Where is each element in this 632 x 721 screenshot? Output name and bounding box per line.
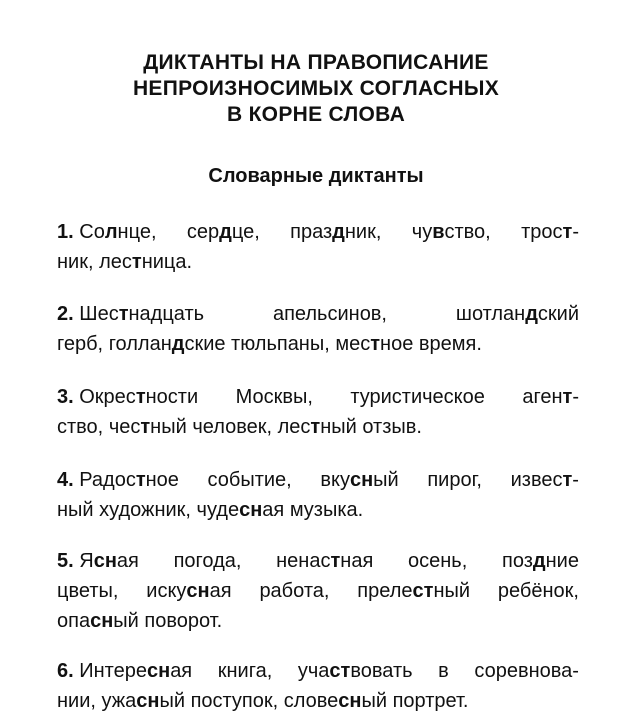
word: прелестный (357, 580, 471, 602)
highlighted-consonant: т (310, 416, 321, 438)
word: 1. Солнце, (57, 221, 157, 243)
word: Москвы, (235, 386, 313, 408)
dictation-item-2 (57, 299, 579, 359)
word: музыка. (289, 499, 364, 521)
highlighted-consonant: сн (136, 690, 160, 712)
item-line (57, 247, 579, 277)
highlighted-consonant: ст (329, 660, 351, 682)
highlighted-consonant: т (330, 550, 341, 572)
word: работа, (259, 580, 330, 602)
word: извест- (510, 469, 579, 491)
word: голландские (108, 333, 226, 355)
highlighted-consonant: т (140, 416, 151, 438)
item-line (57, 465, 579, 495)
word: чудесная (196, 499, 285, 521)
title-line-1: ДИКТАНТЫ НА ПРАВОПИСАНИЕ (143, 51, 489, 74)
word: герб, (57, 333, 104, 355)
word: пирог, (427, 469, 482, 491)
highlighted-consonant: в (432, 221, 445, 243)
word: местное (335, 333, 414, 355)
word: поступок, (190, 690, 279, 712)
item-line (57, 329, 579, 359)
title-line-3: В КОРНЕ СЛОВА (226, 103, 406, 126)
item-line (57, 606, 579, 636)
word: праздник, (290, 221, 382, 243)
word: событие, (207, 469, 292, 491)
word: 6. Интересная (57, 660, 193, 682)
word: погода, (173, 550, 242, 572)
item-line (57, 495, 579, 525)
word: человек, (192, 416, 273, 438)
highlighted-consonant: д (532, 550, 546, 572)
highlighted-consonant: ст (412, 580, 434, 602)
word: книга, (217, 660, 273, 682)
item-line (57, 217, 579, 247)
section-heading: Словарные диктанты (208, 165, 424, 187)
item-line (57, 656, 579, 686)
word: участвовать (297, 660, 413, 682)
word: поздние (502, 550, 579, 572)
word: соревнова- (474, 660, 579, 682)
word: 4. Радостное (57, 469, 179, 491)
word: апельсинов, (272, 303, 387, 325)
word: ник, (57, 251, 94, 273)
item-number: 3. (57, 386, 80, 408)
highlighted-consonant: сн (90, 610, 114, 632)
item-number: 4. (57, 469, 80, 491)
highlighted-consonant: т (562, 221, 573, 243)
dictation-item-1 (57, 217, 579, 277)
word: опасный (57, 610, 139, 632)
word: вкусный (320, 469, 399, 491)
highlighted-consonant: сн (146, 660, 171, 682)
highlighted-consonant: д (525, 303, 538, 325)
word: 5. Ясная (57, 550, 139, 572)
highlighted-consonant: т (135, 386, 146, 408)
highlighted-consonant: т (370, 333, 381, 355)
item-line (57, 576, 579, 606)
word: искусная (146, 580, 232, 602)
item-line (57, 686, 579, 716)
item-line (57, 546, 579, 576)
word: 3. Окрестности (57, 386, 199, 408)
word: ство, (57, 416, 104, 438)
highlighted-consonant: т (562, 469, 573, 491)
dictation-item-5 (57, 546, 579, 636)
word: нии, (57, 690, 96, 712)
highlighted-consonant: л (104, 221, 118, 243)
word: ребёнок, (497, 580, 579, 602)
highlighted-consonant: д (171, 333, 185, 355)
item-line (57, 299, 579, 329)
item-number: 2. (57, 303, 80, 325)
word: лестный (277, 416, 357, 438)
word: поворот. (144, 610, 223, 632)
word: трост- (521, 221, 579, 243)
highlighted-consonant: т (131, 251, 142, 273)
word: портрет. (392, 690, 469, 712)
page-title (0, 50, 632, 128)
word: чувство, (411, 221, 491, 243)
word: агент- (522, 386, 579, 408)
word: туристическое (350, 386, 485, 408)
dictation-item-4 (57, 465, 579, 525)
highlighted-consonant: сн (349, 469, 374, 491)
highlighted-consonant: сн (93, 550, 117, 572)
highlighted-consonant: сн (186, 580, 210, 602)
word: честный (108, 416, 187, 438)
word: художник, (99, 499, 191, 521)
word: лестница. (99, 251, 193, 273)
item-number: 6. (57, 660, 80, 682)
word: отзыв. (362, 416, 422, 438)
highlighted-consonant: д (219, 221, 232, 243)
word: в (438, 660, 449, 682)
dictation-item-3 (57, 382, 579, 442)
word: ный (57, 499, 94, 521)
word: шотландский (455, 303, 579, 325)
highlighted-consonant: сн (239, 499, 263, 521)
item-number: 1. (57, 221, 80, 243)
title-line-2: НЕПРОИЗНОСИМЫХ СОГЛАСНЫХ (132, 77, 500, 100)
item-line (57, 382, 579, 412)
dictation-item-6 (57, 656, 579, 716)
word: ужасный (101, 690, 185, 712)
item-number: 5. (57, 550, 80, 572)
word: ненастная (276, 550, 374, 572)
highlighted-consonant: т (562, 386, 573, 408)
item-line (57, 412, 579, 442)
word: цветы, (57, 580, 119, 602)
word: сердце, (186, 221, 260, 243)
word: осень, (408, 550, 468, 572)
word: время. (418, 333, 482, 355)
word: тюльпаны, (231, 333, 330, 355)
highlighted-consonant: сн (338, 690, 362, 712)
highlighted-consonant: д (332, 221, 345, 243)
word: словесный (283, 690, 388, 712)
highlighted-consonant: т (135, 469, 146, 491)
highlighted-consonant: т (118, 303, 129, 325)
word: 2. Шестнадцать (57, 303, 205, 325)
